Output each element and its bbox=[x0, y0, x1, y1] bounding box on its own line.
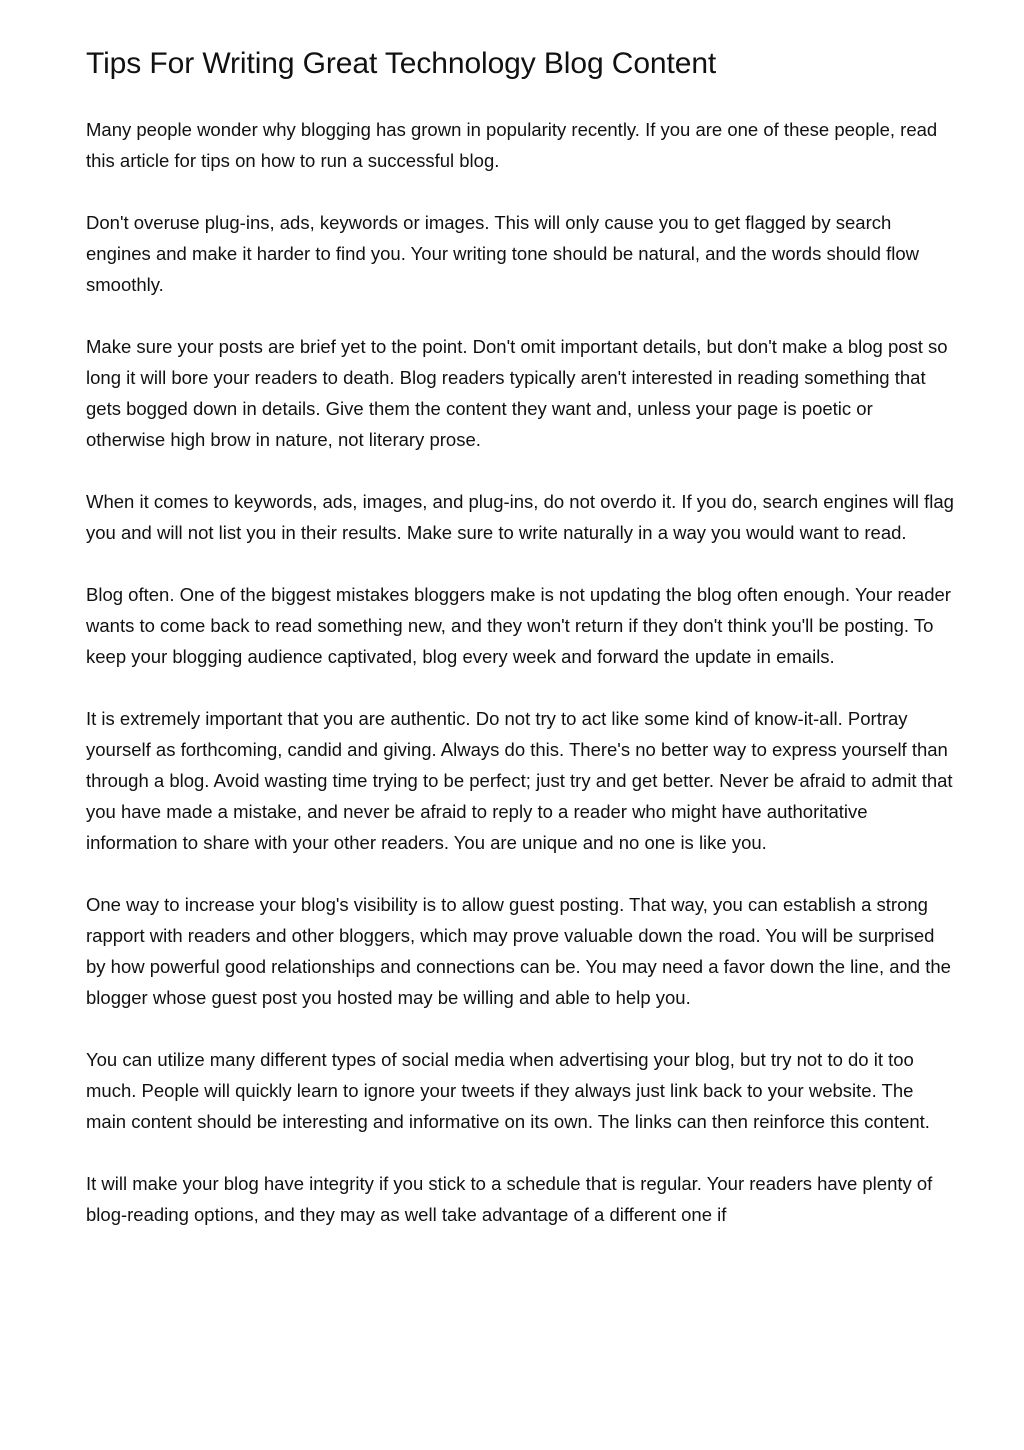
paragraph: Don't overuse plug-ins, ads, keywords or images. This will only cause you to get flagged by search engines and make it harder to find you. Your writing tone should be natural, and the words should flow smoothly. bbox=[86, 212, 920, 295]
paragraph: It will make your blog have integrity if you stick to a schedule that is regular. Your readers have plenty of blog-reading options, and they may as well take advantage of a different one if bbox=[86, 1173, 933, 1225]
paragraph: It is extremely important that you are authentic. Do not try to act like some kind of know-it-all. Portray yourself as forthcoming, candid and giving. Always do this. There's no better way to express yourself than through a blog. Avoid wasting time trying to be perfect; just try and get better. Never be afraid to admit that you have made a mistake, and never be afraid to reply to a reader who might have authoritative information to share with your other readers. You are unique and no one is like you. bbox=[86, 708, 953, 853]
document-page bbox=[86, 42, 956, 1261]
paragraph: You can utilize many different types of social media when advertising your blog, but try not to do it too much. People will quickly learn to ignore your tweets if they always just link back to your website. The main content should be interesting and informative on its own. The links can then reinforce this content. bbox=[86, 1049, 930, 1132]
paragraph: One way to increase your blog's visibility is to allow guest posting. That way, you can establish a strong rapport with readers and other bloggers, which may prove valuable down the road. You will be surprised by how powerful good relationships and connections can be. You may need a favor down the line, and the blogger whose guest post you hosted may be willing and able to help you. bbox=[86, 894, 951, 1008]
document-title: Tips For Writing Great Technology Blog Content bbox=[86, 47, 717, 80]
paragraph: When it comes to keywords, ads, images, and plug-ins, do not overdo it. If you do, search engines will flag you and will not list you in their results. Make sure to write naturally in a way you would want to read. bbox=[86, 491, 954, 543]
paragraph: Make sure your posts are brief yet to the point. Don't omit important details, but don't make a blog post so long it will bore your readers to death. Blog readers typically aren't interested in reading something that gets bogged down in details. Give them the content they want and, unless your page is poetic or otherwise high brow in nature, not literary prose. bbox=[86, 336, 948, 450]
paragraph: Many people wonder why blogging has grown in popularity recently. If you are one of these people, read this article for tips on how to run a successful blog. bbox=[86, 119, 938, 171]
paragraph: Blog often. One of the biggest mistakes bloggers make is not updating the blog often enough. Your reader wants to come back to read something new, and they won't return if they don't think you'll be posting. To keep your blogging audience captivated, blog every week and forward the update in emails. bbox=[86, 584, 951, 667]
document-body bbox=[86, 114, 956, 1230]
